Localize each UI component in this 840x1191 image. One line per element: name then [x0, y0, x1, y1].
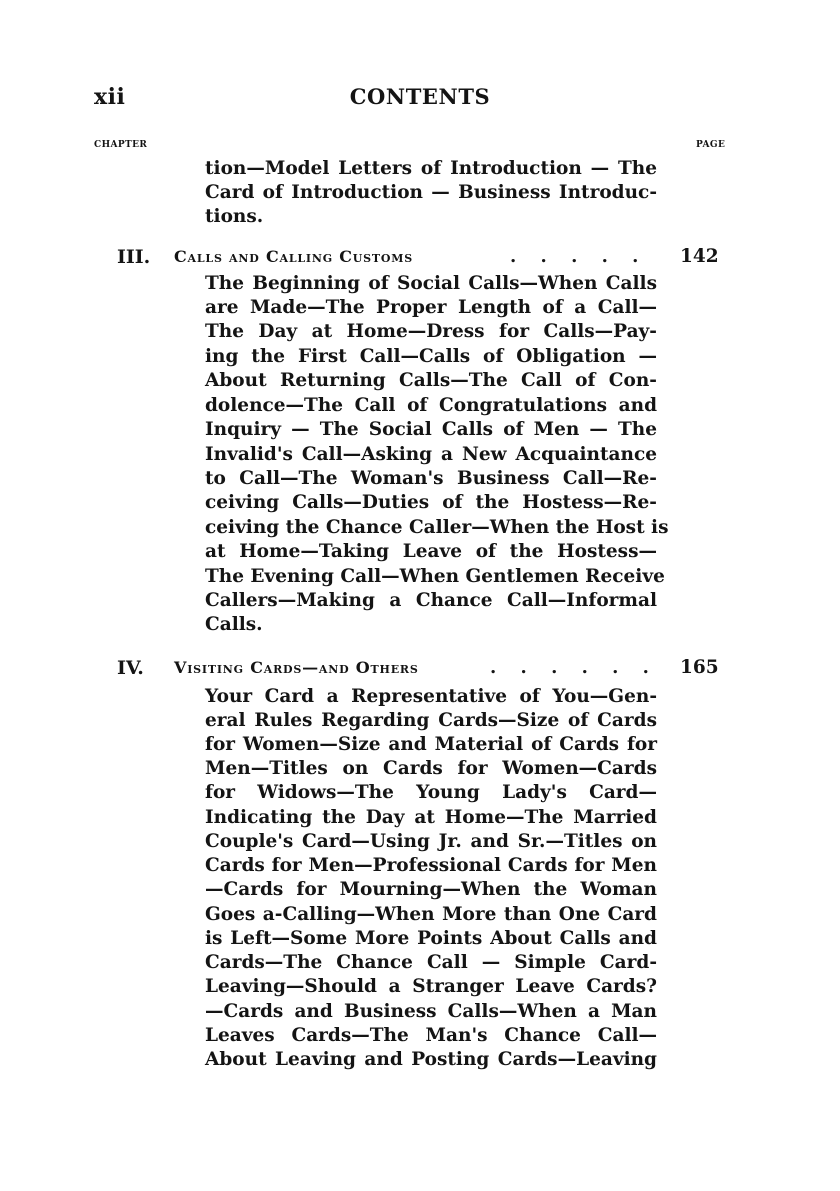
dot-leaders: . . . . . [510, 246, 648, 267]
entry-line: About Returning Calls—The Call of Con- [205, 370, 657, 391]
entry-line: Inquiry — The Social Calls of Men — The [205, 419, 657, 440]
entry-line: Calls. [205, 614, 263, 635]
entry-line: dolence—The Call of Congratulations and [205, 395, 657, 416]
entry-line: Indicating the Day at Home—The Married [205, 807, 657, 828]
chapter-number: III. [117, 246, 151, 268]
dot-leaders: . . . . . . [490, 657, 658, 678]
chapter-page-number: 165 [680, 657, 719, 678]
entry-line: Cards—The Chance Call — Simple Card- [205, 952, 657, 973]
entry-line: Cards for Men—Professional Cards for Men [205, 855, 657, 876]
entry-line: tions. [205, 206, 264, 227]
entry-line: ing the First Call—Calls of Obligation — [205, 346, 657, 367]
entry-line: Your Card a Representative of You—Gen- [205, 686, 657, 707]
chapter-column-label: CHAPTER [94, 140, 148, 150]
entry-line: —Cards and Business Calls—When a Man [205, 1001, 657, 1022]
entry-line: for Women—Size and Material of Cards for [205, 734, 657, 755]
entry-line: The Day at Home—Dress for Calls—Pay- [205, 321, 657, 342]
entry-line: Invalid's Call—Asking a New Acquaintance [205, 444, 657, 465]
page-folio: xii [94, 84, 126, 110]
entry-line: ceiving the Chance Caller—When the Host is [205, 517, 669, 538]
entry-line: at Home—Taking Leave of the Hostess— [205, 541, 657, 562]
running-head: CONTENTS [349, 84, 491, 109]
entry-line: for Widows—The Young Lady's Card— [205, 782, 657, 803]
entry-line: ceiving Calls—Duties of the Hostess—Re- [205, 492, 657, 513]
page-column-label: PAGE [696, 140, 726, 150]
entry-line: to Call—The Woman's Business Call—Re- [205, 468, 657, 489]
entry-line: The Beginning of Social Calls—When Calls [205, 273, 657, 294]
chapter-title: Calls and Calling Customs [174, 247, 414, 266]
entry-line: Men—Titles on Cards for Women—Cards [205, 758, 657, 779]
entry-line: are Made—The Proper Length of a Call— [205, 297, 657, 318]
entry-line: Leaves Cards—The Man's Chance Call— [205, 1025, 657, 1046]
chapter-title: Visiting Cards—and Others [174, 658, 419, 677]
entry-line: —Cards for Mourning—When the Woman [205, 879, 657, 900]
entry-line: is Left—Some More Points About Calls and [205, 928, 657, 949]
chapter-number: IV. [117, 657, 144, 679]
entry-line: About Leaving and Posting Cards—Leaving [205, 1049, 657, 1070]
entry-line: Goes a-Calling—When More than One Card [205, 904, 657, 925]
entry-line: Callers—Making a Chance Call—Informal [205, 590, 657, 611]
chapter-page-number: 142 [680, 246, 719, 267]
entry-line: tion—Model Letters of Introduction — The [205, 158, 657, 179]
entry-line: Card of Introduction — Business Introduc- [205, 182, 657, 203]
entry-line: Leaving—Should a Stranger Leave Cards? [205, 976, 657, 997]
entry-line: Couple's Card—Using Jr. and Sr.—Titles on [205, 831, 657, 852]
entry-line: eral Rules Regarding Cards—Size of Cards [205, 710, 657, 731]
entry-line: The Evening Call—When Gentlemen Receive [205, 566, 665, 587]
